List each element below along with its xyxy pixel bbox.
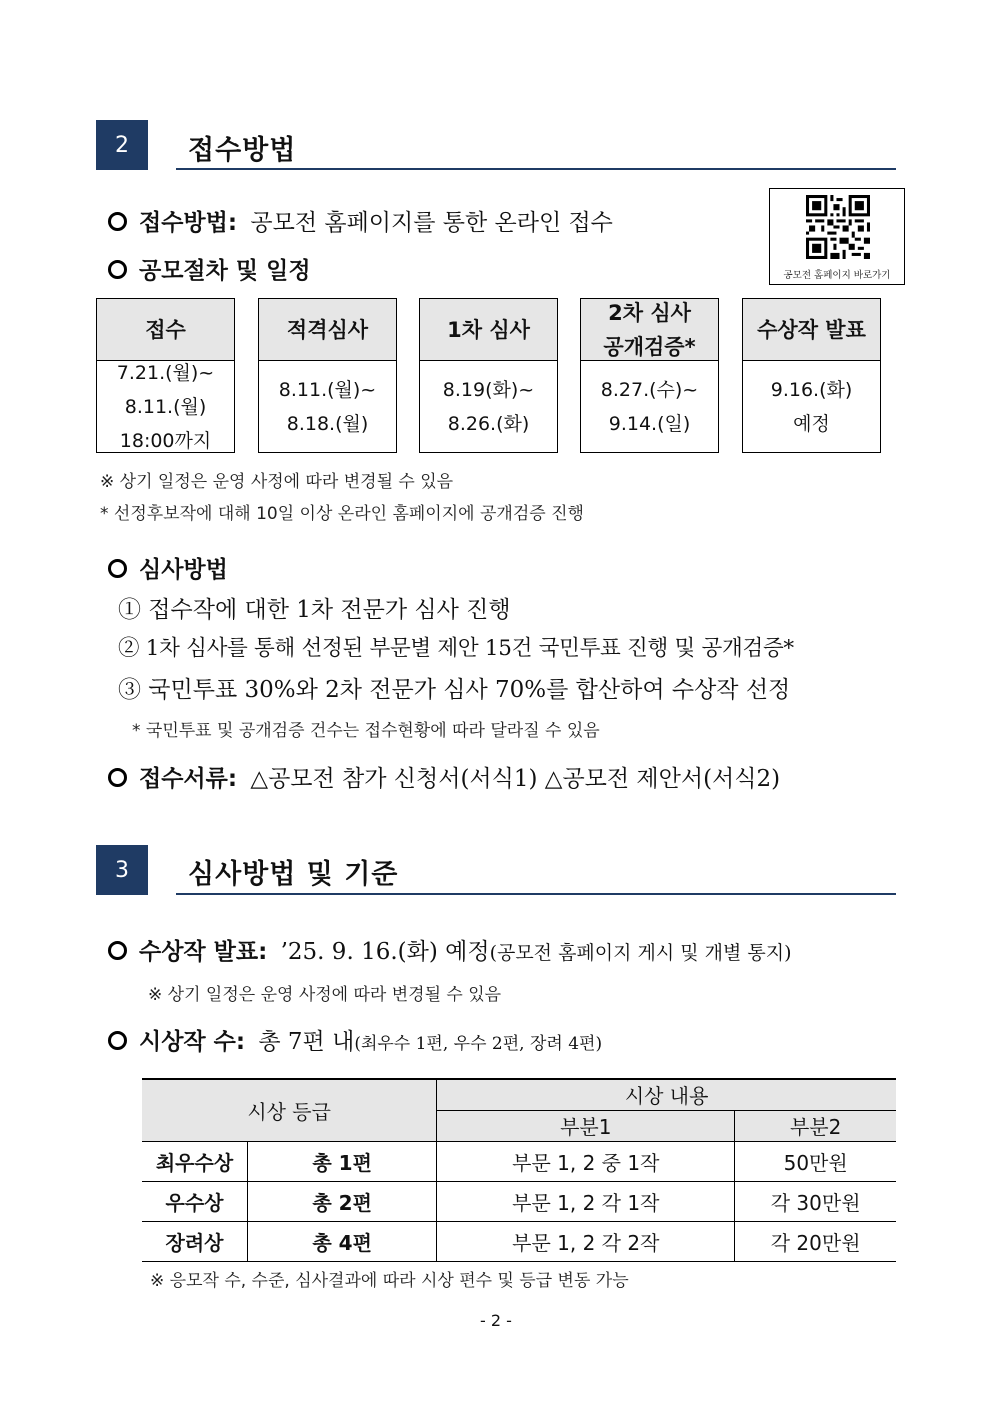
step-head [581, 299, 718, 361]
bullet-review [108, 551, 228, 584]
count-text: 총 7편 내 [258, 1029, 355, 1055]
part2-cell: 각 30만원 [735, 1181, 896, 1221]
review-item: ① 접수작에 대한 1차 전문가 심사 진행 [118, 597, 511, 623]
step-head-line: 적격심사 [286, 317, 369, 342]
count-cell: 총 4편 [248, 1221, 437, 1261]
count-cell: 총 1편 [248, 1141, 437, 1181]
bullet-schedule [108, 252, 311, 285]
section-number-badge: 3 [96, 845, 148, 895]
announce-note: ※ 상기 일정은 운영 사정에 따라 변경될 수 있음 [148, 985, 502, 1005]
bullet-count [108, 1023, 602, 1056]
step-body-line: 18:00까지 [119, 430, 212, 452]
schedule-step [580, 298, 719, 453]
qr-caption: 공모전 홈페이지 바로가기 [783, 270, 891, 281]
part2-cell: 각 20만원 [735, 1221, 896, 1261]
step-body-line: 7.21.(월)~ [116, 362, 215, 384]
schedule-label: 공모절차 및 일정 [139, 258, 311, 284]
circle-bullet-icon [108, 768, 127, 787]
grade-cell: 장려상 [142, 1221, 248, 1261]
schedule-step [742, 298, 881, 453]
step-body [97, 361, 234, 453]
announce-text: ’25. 9. 16.(화) 예정 [280, 939, 490, 965]
step-head-line: 수상작 발표 [757, 317, 866, 342]
schedule-note: ※ 상기 일정은 운영 사정에 따라 변경될 수 있음 [100, 472, 454, 492]
part1-header: 부분1 [437, 1110, 735, 1141]
bullet-method [108, 204, 613, 237]
step-body-line: 예정 [793, 413, 830, 435]
step-body [743, 361, 880, 453]
step-head [743, 299, 880, 361]
grade-header: 시상 등급 [142, 1079, 437, 1141]
step-head-line: 공개검증* [603, 334, 696, 359]
page-number: - 2 - [480, 1311, 512, 1330]
announce-paren: (공모전 홈페이지 게시 및 개별 통지) [489, 942, 792, 964]
part2-header: 부분2 [735, 1110, 896, 1141]
section-title: 심사방법 및 기준 [188, 859, 399, 890]
part2-cell: 50만원 [735, 1141, 896, 1181]
step-body [420, 361, 557, 453]
method-text: 공모전 홈페이지를 통한 온라인 접수 [250, 210, 613, 236]
step-head-line: 접수 [145, 317, 186, 342]
bullet-announce [108, 933, 792, 966]
step-body-line: 8.11.(월)~ [278, 379, 377, 401]
count-cell: 총 2편 [248, 1181, 437, 1221]
step-head-line: 2차 심사 [608, 300, 691, 325]
docs-text: △공모전 참가 신청서(서식1) △공모전 제안서(서식2) [250, 766, 781, 792]
circle-bullet-icon [108, 260, 127, 279]
docs-label: 접수서류: [139, 766, 238, 792]
section-title: 접수방법 [188, 135, 297, 166]
count-label: 시상작 수: [139, 1029, 246, 1055]
qr-code-box[interactable] [769, 188, 905, 285]
method-label: 접수방법: [139, 210, 238, 236]
table-row [142, 1181, 896, 1221]
step-body [259, 361, 396, 453]
content-header: 시상 내용 [437, 1079, 896, 1110]
step-body-line: 8.27.(수)~ [600, 379, 699, 401]
step-body-line: 8.19(화)~ [442, 379, 535, 401]
table-row [142, 1221, 896, 1261]
step-body-line: 8.11.(월) [124, 396, 207, 418]
section-number-badge: 2 [96, 120, 148, 170]
circle-bullet-icon [108, 212, 127, 231]
step-body [581, 361, 718, 453]
schedule-step [419, 298, 558, 453]
count-paren: (최우수 1편, 우수 2편, 장려 4편) [354, 1034, 603, 1054]
step-head [259, 299, 396, 361]
bullet-docs [108, 760, 780, 793]
review-item: ③ 국민투표 30%와 2차 전문가 심사 70%를 합산하여 수상작 선정 [118, 677, 791, 703]
step-head [97, 299, 234, 361]
circle-bullet-icon [108, 559, 127, 578]
step-head-line: 1차 심사 [447, 317, 530, 342]
award-table [142, 1078, 896, 1262]
table-note: ※ 응모작 수, 수준, 심사결과에 따라 시상 편수 및 등급 변동 가능 [150, 1271, 629, 1291]
schedule-step [258, 298, 397, 453]
part1-cell: 부문 1, 2 각 1작 [437, 1181, 735, 1221]
step-body-line: 8.18.(월) [286, 413, 369, 435]
review-item: ② 1차 심사를 통해 선정된 부문별 제안 15건 국민투표 진행 및 공개검증* [118, 636, 794, 661]
schedule-step [96, 298, 235, 453]
part1-cell: 부문 1, 2 중 1작 [437, 1141, 735, 1181]
section-rule [176, 893, 896, 895]
circle-bullet-icon [108, 941, 127, 960]
circle-bullet-icon [108, 1031, 127, 1050]
grade-cell: 최우수상 [142, 1141, 248, 1181]
grade-cell: 우수상 [142, 1181, 248, 1221]
step-body-line: 9.16.(화) [770, 379, 853, 401]
review-note: * 국민투표 및 공개검증 건수는 접수현황에 따라 달라질 수 있음 [132, 721, 600, 741]
review-label: 심사방법 [139, 557, 228, 583]
announce-label: 수상작 발표: [139, 939, 268, 965]
step-body-line: 9.14.(일) [608, 413, 691, 435]
table-row [142, 1141, 896, 1181]
part1-cell: 부문 1, 2 각 2작 [437, 1221, 735, 1261]
step-head [420, 299, 557, 361]
step-body-line: 8.26.(화) [447, 413, 530, 435]
section-rule [176, 168, 896, 170]
schedule-footnote: * 선정후보작에 대해 10일 이상 온라인 홈페이지에 공개검증 진행 [100, 504, 584, 524]
qr-code-icon [806, 195, 870, 259]
